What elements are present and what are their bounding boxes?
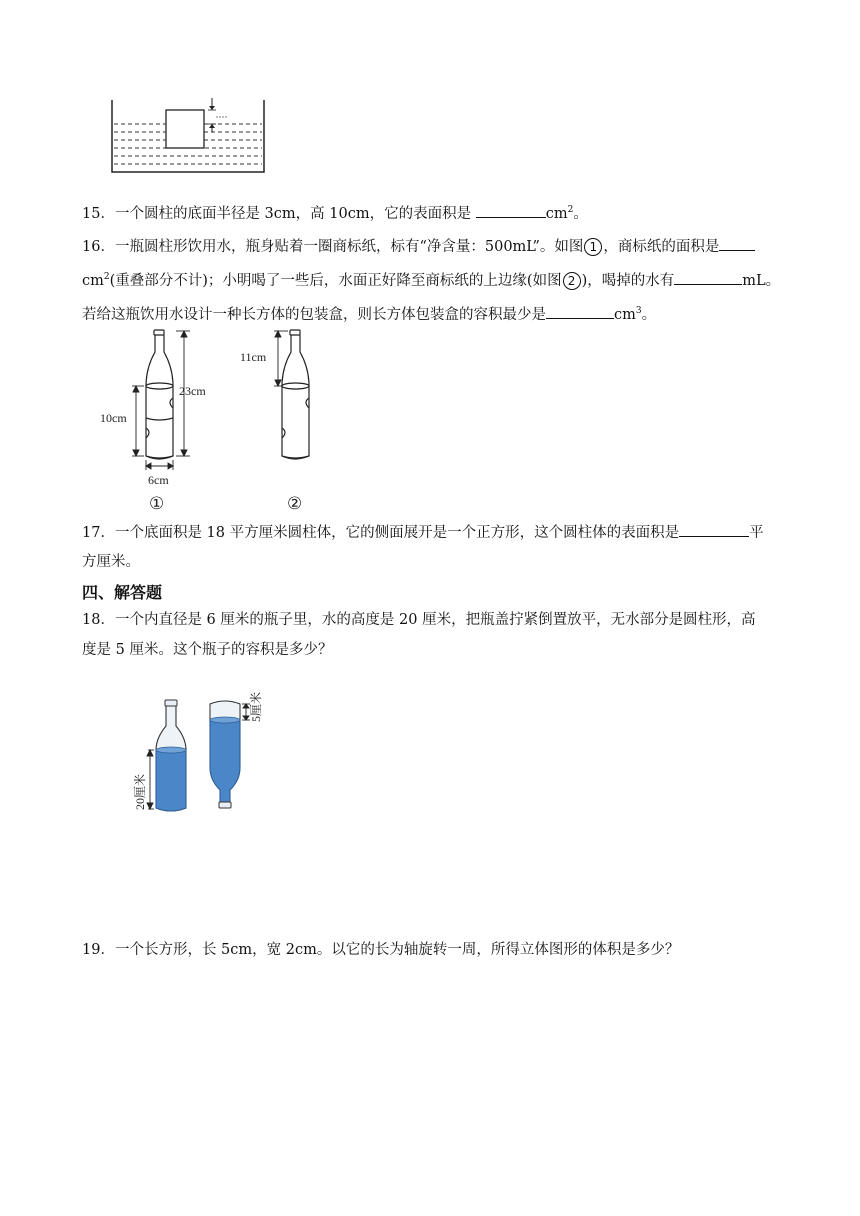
q17-tail: 平 <box>749 525 764 541</box>
bottle-figure-18 <box>126 676 276 816</box>
q16-unit-2: mL。 <box>742 273 781 289</box>
q16-answer-blank-1[interactable] <box>719 235 755 251</box>
q16-figure-ref-2: 2 <box>563 272 581 290</box>
water-upright <box>156 748 186 811</box>
q17-answer-blank[interactable] <box>679 521 749 537</box>
q15-unit-sup: 2 <box>567 205 574 216</box>
q16-text-2: (重叠部分不计)；小明喝了一些后，水面正好降至商标纸的上边缘(如图 <box>109 273 562 289</box>
question-15 <box>82 202 588 224</box>
tank-diagram <box>104 96 274 176</box>
q16-text-3: 若给这瓶饮用水设计一种长方体的包装盒，则长方体包装盒的容积最少是 <box>82 307 546 323</box>
q17-text-1: 一个底面积是 18 平方厘米圆柱体，它的侧面展开是一个正方形，这个圆柱体的表面积是 <box>114 525 680 541</box>
label-23cm: 23cm <box>179 384 206 398</box>
caption-1: ① <box>149 494 165 513</box>
upright-bottle <box>156 700 186 811</box>
label-11cm: 11cm <box>240 350 267 364</box>
bottle-1 <box>146 330 173 459</box>
label-20cm: 20厘米 <box>133 773 147 810</box>
question-16-line2 <box>82 269 780 291</box>
q16-answer-blank-3[interactable] <box>546 303 614 319</box>
q16-text-1: 一瓶圆柱形饮用水，瓶身贴着一圈商标纸，标有“净含量：500mL”。如图 <box>114 239 584 255</box>
q15-text: 一个圆柱的底面半径是 3cm，高 10cm，它的表面积是 <box>114 206 476 222</box>
q16-text-2b: )，喝掉的水有 <box>581 273 675 289</box>
label-10cm: 10cm <box>100 411 127 425</box>
q19-text: 一个长方形，长 5cm，宽 2cm。以它的长为轴旋转一周，所得立体图形的体积是多少？ <box>114 942 680 958</box>
question-16-line1 <box>82 235 755 257</box>
caption-2: ② <box>287 494 303 513</box>
inverted-bottle <box>210 701 240 808</box>
q16-unit-3-sup: 3 <box>635 306 642 317</box>
q18-text-2: 度是 5 厘米。这个瓶子的容积是多少？ <box>82 642 333 658</box>
q15-answer-blank[interactable] <box>476 202 546 218</box>
label-6cm: 6cm <box>148 473 169 487</box>
q16-answer-blank-2[interactable] <box>674 269 742 285</box>
q16-unit-1-sup: 2 <box>103 272 110 283</box>
question-18-line1 <box>82 610 756 630</box>
question-17-line1 <box>82 521 764 543</box>
q15-tail: 。 <box>573 206 588 222</box>
q17-number: 17． <box>82 525 115 541</box>
section-heading-4: 四、解答题 <box>82 583 163 602</box>
bottle-figure-16 <box>96 328 326 514</box>
q16-figure-ref-1: 1 <box>584 238 602 256</box>
q15-unit: cm <box>545 206 568 222</box>
q18-number: 18． <box>82 612 115 628</box>
q16-number: 16． <box>82 239 115 255</box>
question-18-line2 <box>82 640 332 660</box>
q17-text-2: 方厘米。 <box>82 554 140 570</box>
q16-tail: 。 <box>641 307 657 323</box>
q18-text-1: 一个内直径是 6 厘米的瓶子里，水的高度是 20 厘米，把瓶盖拧紧倒置放平，无水部分是圆柱形，高 <box>114 612 756 628</box>
q15-number: 15． <box>82 206 115 222</box>
label-5cm: 5厘米 <box>249 691 263 722</box>
question-16-line3 <box>82 303 656 325</box>
q19-number: 19． <box>82 942 115 958</box>
bottle-2 <box>282 330 309 459</box>
q16-text-1b: ，商标纸的面积是 <box>603 239 720 255</box>
question-19 <box>82 940 679 960</box>
question-17-line2 <box>82 552 140 572</box>
q16-unit-3: cm <box>614 307 636 323</box>
q16-unit-1: cm <box>82 273 104 289</box>
